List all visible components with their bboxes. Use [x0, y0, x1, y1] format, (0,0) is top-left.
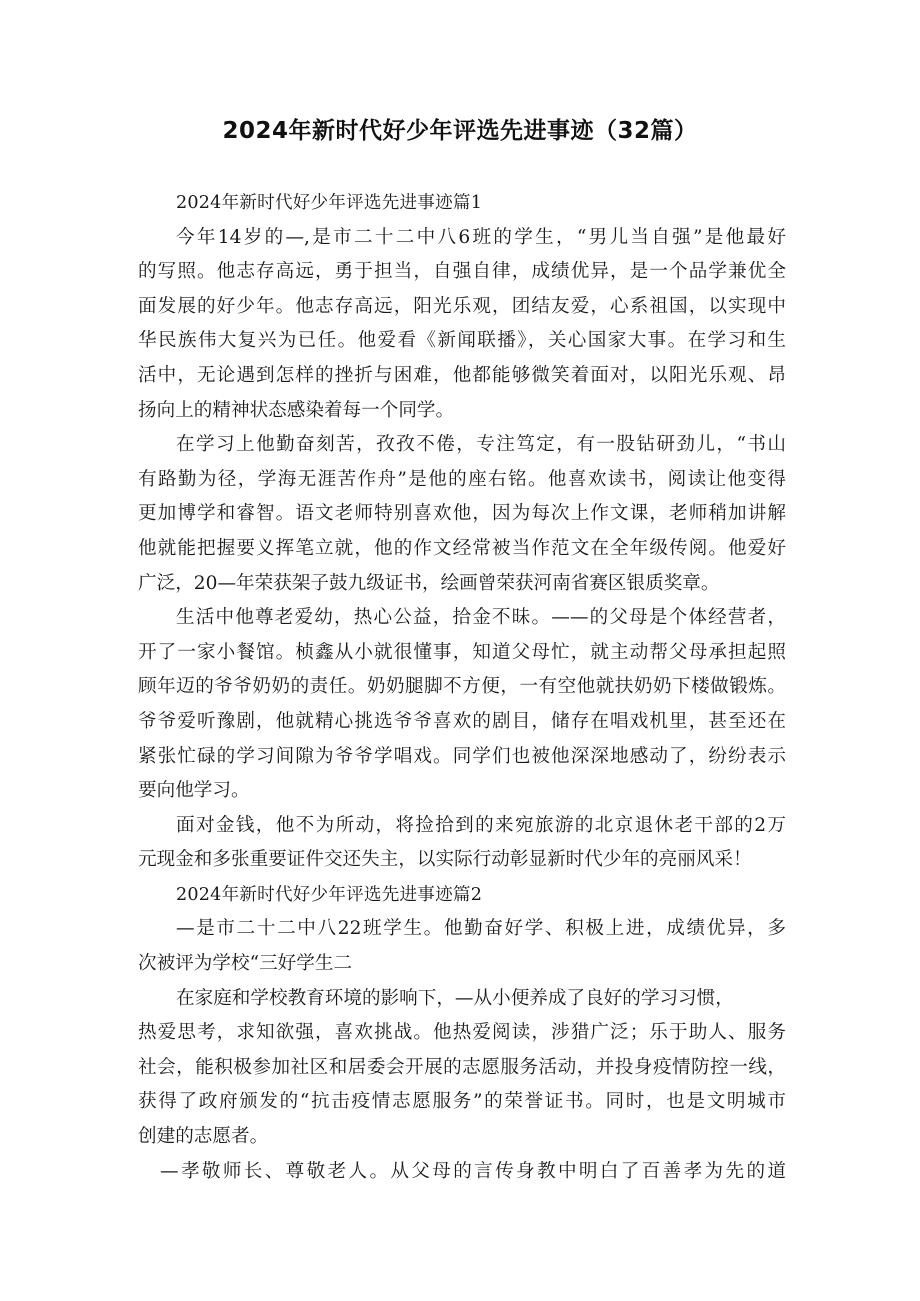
paragraph-line: 社会，能积极参加社区和居委会开展的志愿服务活动，并投身疫情防控一线， — [138, 1056, 786, 1078]
document-body — [138, 186, 786, 1189]
paragraph-line: 创建的志愿者。 — [138, 1126, 269, 1148]
paragraph-line: 热爱思考，求知欲强，喜欢挑战。他热爱阅读，涉猎广泛；乐于助人、服务 — [138, 1022, 786, 1044]
paragraph-line: 今年14岁的—,是市二十二中八6班的学生，“男儿当自强”是他最好 — [176, 226, 786, 248]
section-heading: 2024年新时代好少年评选先进事迹篇1 — [176, 193, 483, 213]
paragraph-line: 有路勤为径，学海无涯苦作舟”是他的座右铭。他喜欢读书，阅读让他变得 — [138, 468, 786, 490]
paragraph-line: —孝敬师长、尊敬老人。从父母的言传身教中明白了百善孝为先的道 — [160, 1160, 786, 1182]
paragraph-line: 面对金钱，他不为所动，将捡拾到的来宛旅游的北京退休老干部的2万 — [176, 814, 786, 836]
paragraph-line: 开了一家小餐馆。桢鑫从小就很懂事，知道父母忙，就主动帮父母承担起照 — [138, 641, 786, 663]
paragraph-line: 顾年迈的爷爷奶奶的责任。奶奶腿脚不方便，一有空他就扶奶奶下楼做锻炼。 — [138, 676, 786, 698]
paragraph-line: 要向他学习。 — [138, 780, 250, 802]
paragraph-line: —是市二十二中八22班学生。他勤奋好学、积极上进，成绩优异，多 — [176, 918, 786, 940]
paragraph-line: 广泛，20—年荣获架子鼓九级证书，绘画曾荣获河南省赛区银质奖章。 — [138, 572, 720, 594]
paragraph-line: 紧张忙碌的学习间隙为爷爷学唱戏。同学们也被他深深地感动了，纷纷表示 — [138, 745, 786, 767]
paragraph-line: 在学习上他勤奋刻苦，孜孜不倦，专注笃定，有一股钻研劲儿，“书山 — [176, 434, 786, 456]
paragraph-line: 的写照。他志存高远，勇于担当，自强自律，成绩优异，是一个品学兼优全 — [138, 261, 786, 283]
paragraph-line: 元现金和多张重要证件交还失主，以实际行动彰显新时代少年的亮丽风采！ — [138, 849, 752, 871]
paragraph-line: 在家庭和学校教育环境的影响下，—从小便养成了良好的学习习惯， — [176, 987, 734, 1009]
section-heading: 2024年新时代好少年评选先进事迹篇2 — [176, 884, 483, 905]
paragraph-line: 华民族伟大复兴为已任。他爱看《新闻联播》，关心国家大事。在学习和生 — [138, 330, 786, 352]
document-title: 2024年新时代好少年评选先进事迹（32篇） — [222, 118, 698, 144]
paragraph-line: 更加博学和睿智。语文老师特别喜欢他，因为每次上作文课，老师稍加讲解 — [138, 503, 786, 525]
paragraph-line: 面发展的好少年。他志存高远，阳光乐观，团结友爱，心系祖国，以实现中 — [138, 295, 786, 317]
paragraph-line: 次被评为学校“三好学生二 — [138, 953, 353, 975]
paragraph-line: 获得了政府颁发的“抗击疫情志愿服务”的荣誉证书。同时，也是文明城市 — [138, 1091, 786, 1113]
paragraph-line: 生活中他尊老爱幼，热心公益，拾金不昧。——的父母是个体经营者， — [176, 607, 786, 629]
paragraph-line: 扬向上的精神状态感染着每一个同学。 — [138, 399, 455, 421]
paragraph-line: 爷爷爱听豫剧，他就精心挑选爷爷喜欢的剧目，储存在唱戏机里，甚至还在 — [138, 710, 786, 732]
paragraph-line: 他就能把握要义挥笔立就，他的作文经常被当作范文在全年级传阅。他爱好 — [138, 537, 786, 559]
paragraph-line: 活中，无论遇到怎样的挫折与困难，他都能够微笑着面对，以阳光乐观、昂 — [138, 364, 786, 386]
